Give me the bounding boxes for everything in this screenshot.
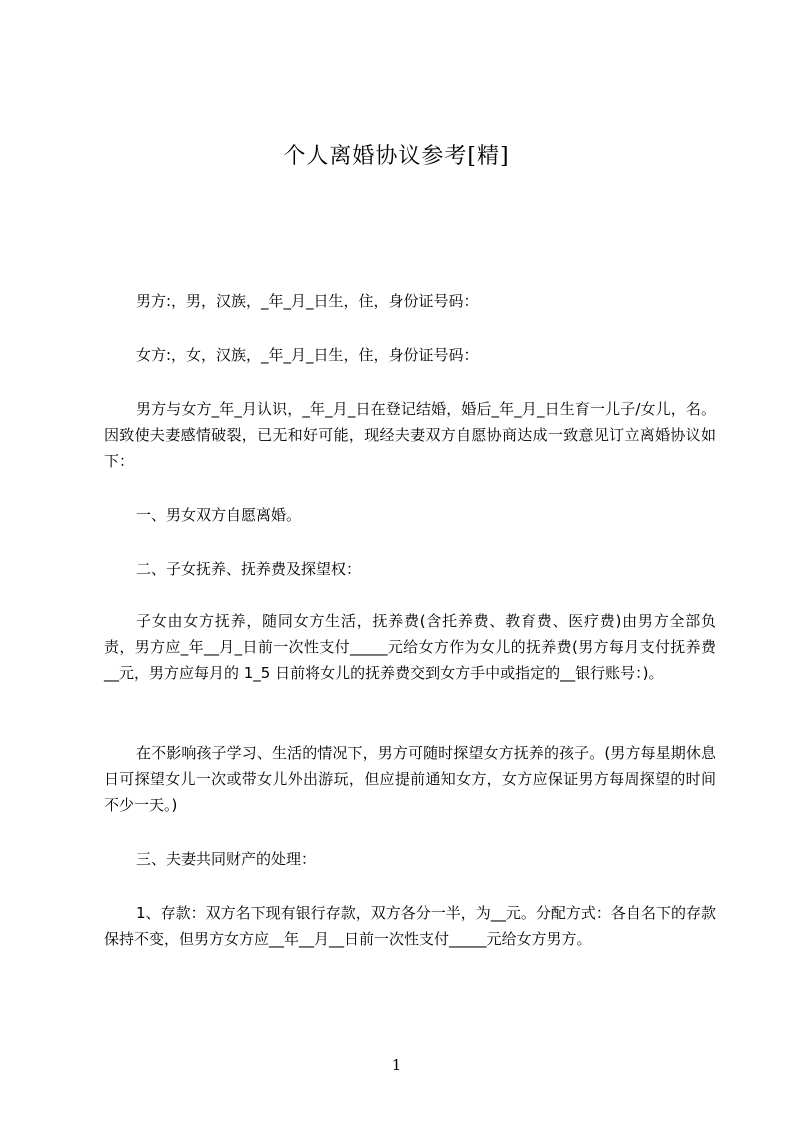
section-heading-property: 三、夫妻共同财产的处理： bbox=[136, 850, 317, 868]
document-title: 个人离婚协议参考[精] bbox=[283, 144, 510, 169]
paragraph-visitation: 在不影响孩子学习、生活的情况下，男方可随时探望女方抚养的孩子。(男方每星期休息日可探望女儿一次或带女儿外出游玩，但应提前通知女方，女方应保证男方每周探望的时间不少一天。) bbox=[104, 744, 716, 814]
page-number: 1 bbox=[391, 1056, 402, 1074]
paragraph-child-support: 子女由女方抚养，随同女方生活，抚养费(含托养费、教育费、医疗费)由男方全部负责，男方应_年__月_日前一次性支付_____元给女方作为女儿的抚养费(男方每月支付抚养费__元，男方应每月的 1_5 日前将女儿的抚养费交到女方手中或指定的__银行账号：)。 bbox=[104, 612, 716, 682]
paragraph-male-party: 男方:，男，汉族，_年_月_日生，住，身份证号码： bbox=[136, 292, 479, 310]
paragraph-background: 男方与女方_年_月认识，_年_月_日在登记结婚，婚后_年_月_日生育一儿子/女儿，名。因致使夫妻感情破裂，已无和好可能，现经夫妻双方自愿协商达成一致意见订立离婚协议如下： bbox=[104, 400, 716, 470]
section-heading-custody: 二、子女抚养、抚养费及探望权： bbox=[136, 560, 362, 578]
paragraph-female-party: 女方:，女，汉族，_年_月_日生，住，身份证号码： bbox=[136, 346, 479, 364]
paragraph-savings: 1、存款：双方名下现有银行存款，双方各分一半，为__元。分配方式：各自名下的存款保持不变，但男方女方应__年__月__日前一次性支付_____元给女方男方。 bbox=[104, 904, 716, 948]
section-heading-divorce: 一、男女双方自愿离婚。 bbox=[136, 506, 302, 524]
